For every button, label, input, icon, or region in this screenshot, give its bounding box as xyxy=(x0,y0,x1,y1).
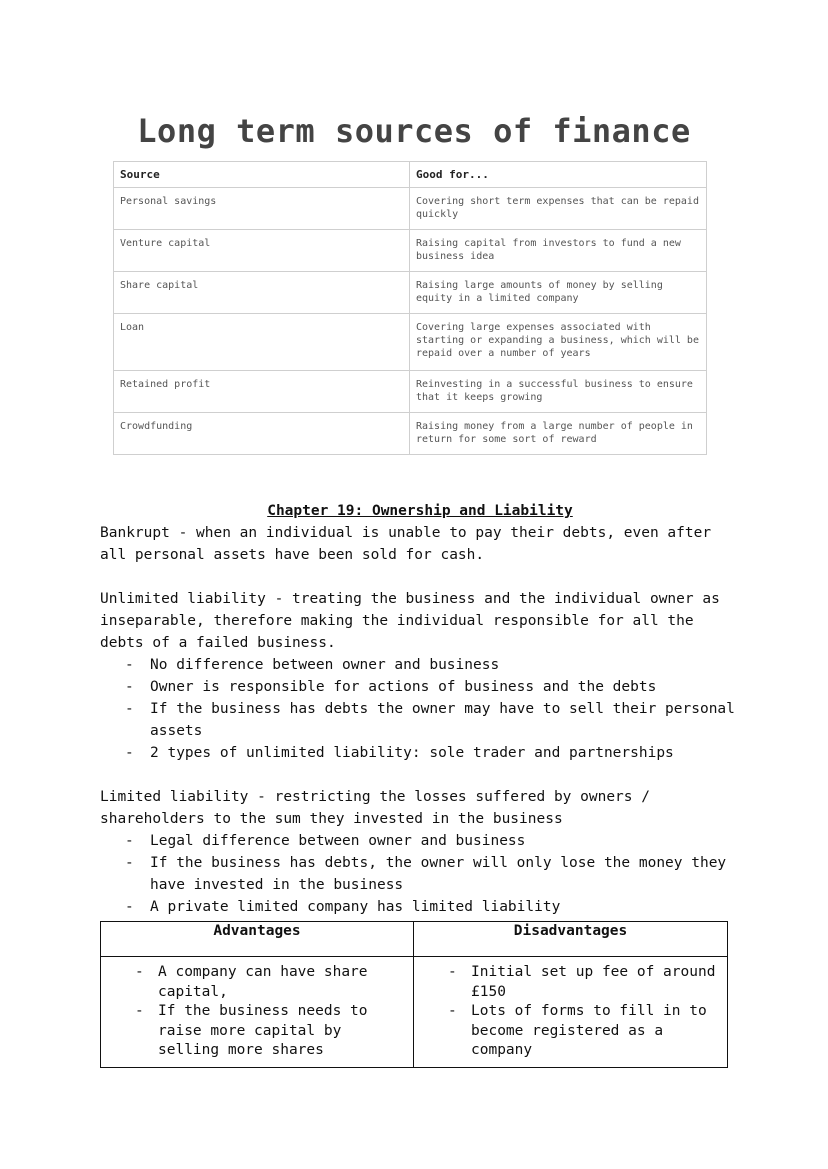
table-row xyxy=(114,413,707,455)
source-cell: Crowdfunding xyxy=(114,413,410,455)
bankrupt-definition: Bankrupt - when an individual is unable to pay their debts, even after all personal assets have been sold for cash. xyxy=(100,525,712,563)
list-item: - 2 types of unlimited liability: sole trader and partnerships xyxy=(125,742,740,764)
chapter-title: Chapter 19: Ownership and Liability xyxy=(267,503,573,519)
list-item: - If the business has debts, the owner will only lose the money they have invested in the business xyxy=(125,852,740,896)
disadvantage-item: - Lots of forms to fill in to become registered as a company xyxy=(448,1002,719,1061)
advdis-body-row xyxy=(101,957,728,1068)
list-item: - If the business has debts the owner may have to sell their personal assets xyxy=(125,698,740,742)
header-good-for: Good for... xyxy=(410,162,707,188)
advdis-header-row xyxy=(101,922,728,957)
header-advantages: Advantages xyxy=(101,922,414,957)
advantages-cell xyxy=(101,957,414,1068)
header-source: Source xyxy=(114,162,410,188)
list-item: - Legal difference between owner and business xyxy=(125,830,740,852)
source-cell: Venture capital xyxy=(114,230,410,272)
table-row xyxy=(114,272,707,314)
table-row xyxy=(114,314,707,371)
advantage-item: - If the business needs to raise more capital by selling more shares xyxy=(135,1002,405,1061)
source-cell: Loan xyxy=(114,314,410,371)
source-cell: Personal savings xyxy=(114,188,410,230)
good-for-cell: Raising large amounts of money by selling equity in a limited company xyxy=(410,272,707,314)
limited-liability-definition: Limited liability - restricting the losses suffered by owners / shareholders to the sum they invested in the business xyxy=(100,789,650,827)
good-for-cell: Covering large expenses associated with starting or expanding a business, which will be repaid over a number of years xyxy=(410,314,707,371)
source-cell: Share capital xyxy=(114,272,410,314)
page-title: Long term sources of finance xyxy=(137,112,691,150)
good-for-cell: Raising capital from investors to fund a new business idea xyxy=(410,230,707,272)
list-item: - A private limited company has limited liability xyxy=(125,896,740,918)
unlimited-liability-points xyxy=(100,654,740,764)
chapter-notes xyxy=(100,500,740,918)
disadvantages-cell xyxy=(414,957,728,1068)
advantages-disadvantages-table xyxy=(100,921,728,1068)
good-for-cell: Raising money from a large number of people in return for some sort of reward xyxy=(410,413,707,455)
header-disadvantages: Disadvantages xyxy=(414,922,728,957)
disadvantage-item: - Initial set up fee of around £150 xyxy=(448,963,719,1002)
good-for-cell: Covering short term expenses that can be repaid quickly xyxy=(410,188,707,230)
list-item: - Owner is responsible for actions of business and the debts xyxy=(125,676,740,698)
advantage-item: - A company can have share capital, xyxy=(135,963,405,1002)
unlimited-liability-definition: Unlimited liability - treating the business and the individual owner as inseparable, therefore making the individual responsible for all the debts of a failed business. xyxy=(100,591,720,651)
sources-table xyxy=(113,161,707,455)
sources-table-header xyxy=(114,162,707,188)
source-cell: Retained profit xyxy=(114,371,410,413)
table-row xyxy=(114,371,707,413)
limited-liability-points xyxy=(100,830,740,918)
table-row xyxy=(114,230,707,272)
good-for-cell: Reinvesting in a successful business to ensure that it keeps growing xyxy=(410,371,707,413)
list-item: - No difference between owner and business xyxy=(125,654,740,676)
table-row xyxy=(114,188,707,230)
